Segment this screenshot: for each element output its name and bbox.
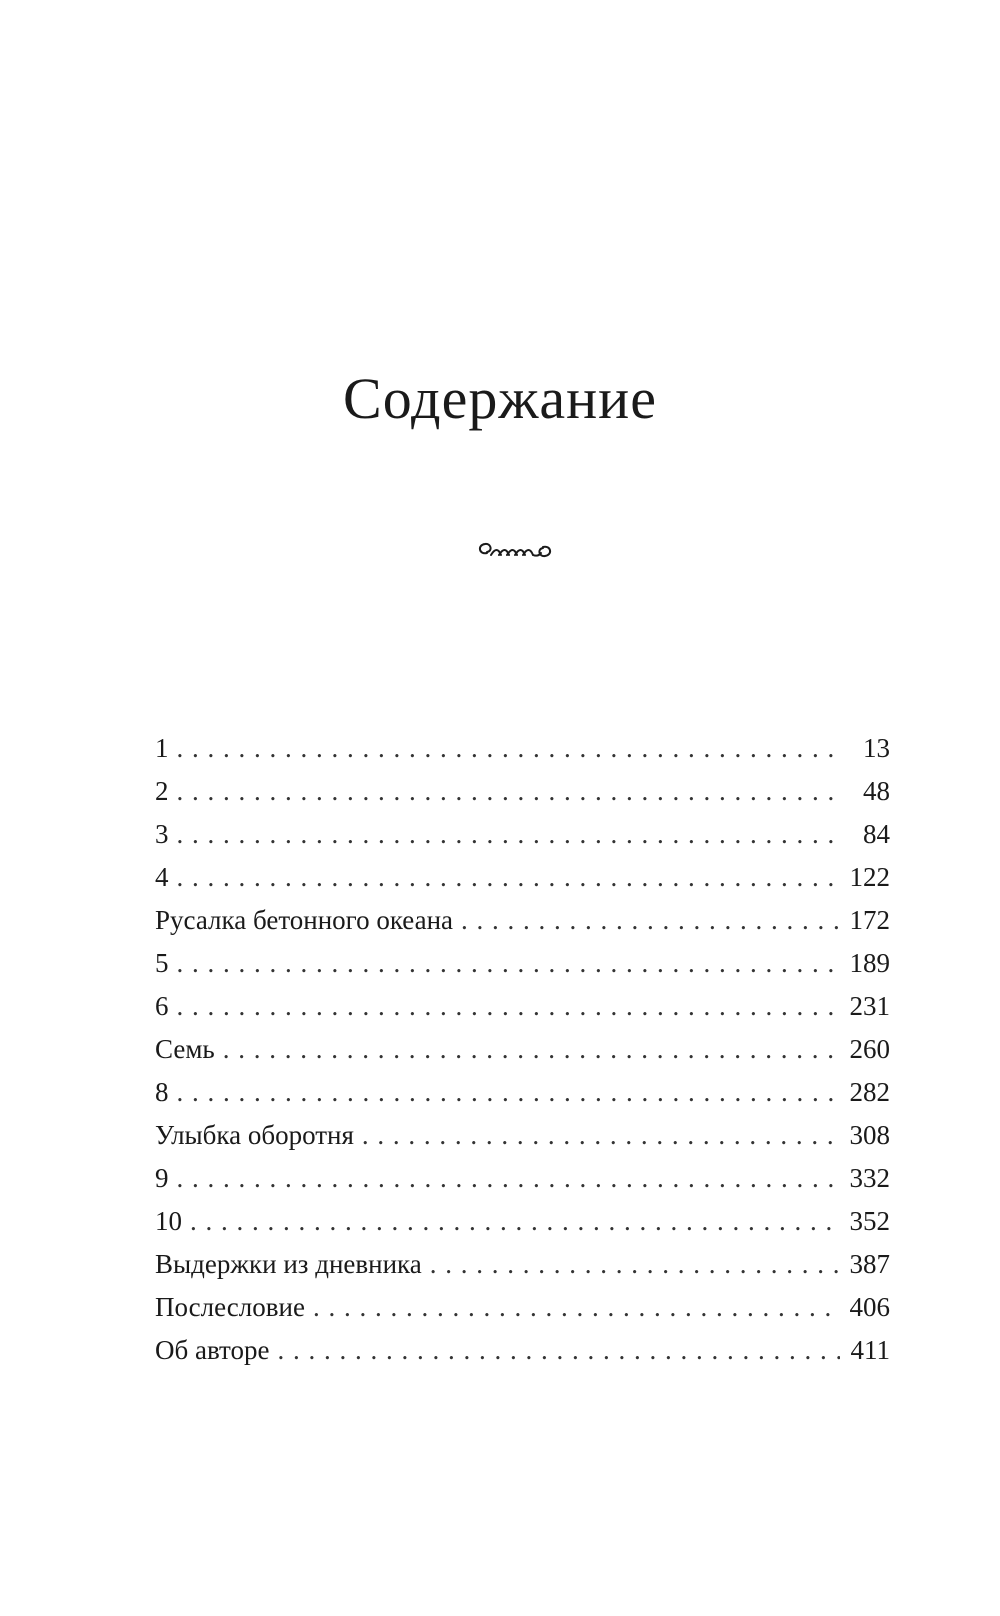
toc-entry[interactable]: [155, 1292, 890, 1335]
toc-entry[interactable]: [155, 1249, 890, 1292]
dot-leader: [177, 1163, 841, 1194]
toc-entry[interactable]: [155, 948, 890, 991]
toc-entry-title: 9: [155, 1163, 169, 1193]
toc-entry[interactable]: [155, 1163, 890, 1206]
toc-entry[interactable]: [155, 1120, 890, 1163]
toc-entry-title: Выдержки из дневника: [155, 1249, 422, 1279]
toc-entry-title: Послесловие: [155, 1292, 305, 1322]
toc-entry[interactable]: [155, 905, 890, 948]
dot-leader: [362, 1120, 840, 1151]
toc-entry-title: 2: [155, 776, 169, 806]
toc-entry-title: 3: [155, 819, 169, 849]
toc-entry-page-number: 122: [849, 862, 890, 892]
dot-leader: [177, 1077, 841, 1108]
toc-entry-title: Семь: [155, 1034, 215, 1064]
toc-entry[interactable]: [155, 1206, 890, 1249]
toc-entry-page-number: 352: [849, 1206, 890, 1236]
toc-entry[interactable]: [155, 1077, 890, 1120]
toc-entry-page-number: 260: [849, 1034, 890, 1064]
dot-leader: [177, 862, 841, 893]
toc-entry[interactable]: [155, 733, 890, 776]
toc-entry-title: 5: [155, 948, 169, 978]
toc-entry-title: 8: [155, 1077, 169, 1107]
dot-leader: [313, 1292, 840, 1323]
toc-entry[interactable]: [155, 819, 890, 862]
toc-entry-page-number: 282: [849, 1077, 890, 1107]
toc-entry-title: 4: [155, 862, 169, 892]
toc-entry-page-number: 189: [849, 948, 890, 978]
dot-leader: [177, 776, 841, 807]
toc-entry-title: Русалка бетонного океана: [155, 905, 454, 935]
toc-entry-page-number: 332: [849, 1163, 890, 1193]
toc-entry-page-number: 172: [849, 905, 890, 935]
toc-entry-page-number: 84: [863, 819, 890, 849]
toc-entry[interactable]: [155, 776, 890, 819]
toc-entry[interactable]: [155, 1335, 890, 1378]
dot-leader: [177, 948, 841, 979]
toc-entry-page-number: 308: [849, 1120, 890, 1150]
toc-entry[interactable]: [155, 991, 890, 1034]
toc-entry-title: 6: [155, 991, 169, 1021]
toc-entry-page-number: 387: [849, 1249, 890, 1279]
dot-leader: [277, 1335, 840, 1366]
dot-leader: [177, 991, 841, 1022]
toc-entry-title: 10: [155, 1206, 182, 1236]
toc-entry-page-number: 48: [863, 776, 890, 806]
toc-entry-page-number: 231: [849, 991, 890, 1021]
toc-entry-page-number: 406: [849, 1292, 890, 1322]
toc-entry-title: 1: [155, 733, 169, 763]
toc-entry-page-number: 411: [850, 1335, 890, 1365]
dot-leader: [461, 905, 840, 936]
page-title: Содержание: [343, 366, 657, 431]
toc-entry[interactable]: [155, 1034, 890, 1077]
decorative-flourish-icon: [475, 535, 555, 565]
dot-leader: [190, 1206, 840, 1237]
toc-entry-title: Об авторе: [155, 1335, 270, 1365]
dot-leader: [177, 819, 841, 850]
dot-leader: [223, 1034, 840, 1065]
toc-entry-title: Улыбка оборотня: [155, 1120, 354, 1150]
table-of-contents: [155, 733, 890, 1378]
toc-entry-page-number: 13: [863, 733, 890, 763]
dot-leader: [430, 1249, 840, 1280]
dot-leader: [177, 733, 841, 764]
toc-entry[interactable]: [155, 862, 890, 905]
